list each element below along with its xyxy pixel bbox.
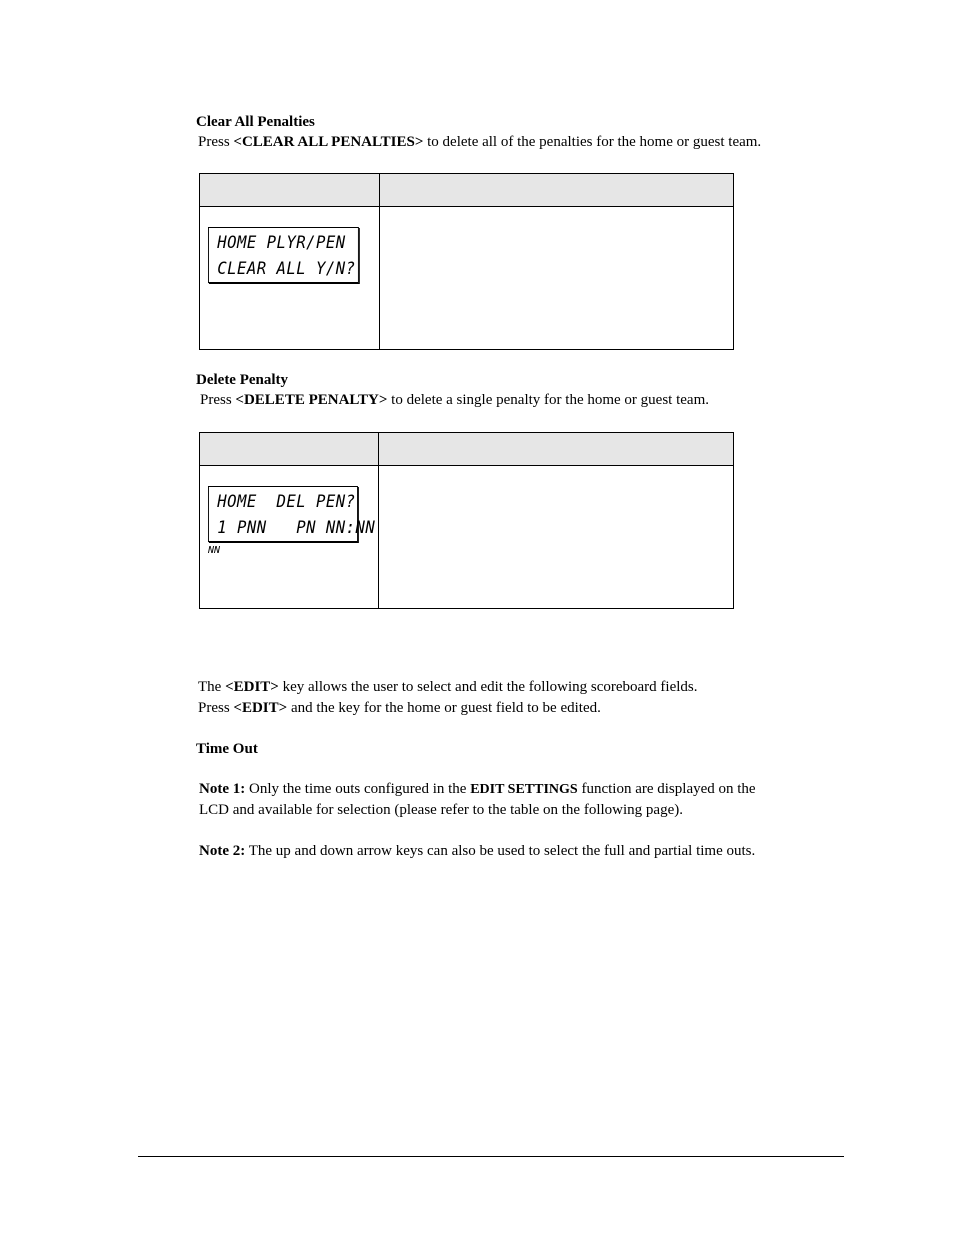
lcd-line-1: HOME DEL PEN? — [217, 492, 356, 512]
edit-settings-label: EDIT SETTINGS — [470, 782, 578, 797]
edit-line2-suffix: and the key for the home or guest field to be edited. — [287, 700, 601, 716]
footer-rule — [138, 1156, 844, 1157]
note-1-line-1 — [199, 779, 756, 800]
table-header-cell — [200, 433, 379, 466]
edit-key: <EDIT> — [233, 700, 288, 716]
description-cell — [380, 207, 734, 350]
edit-line1-prefix: The — [198, 679, 226, 695]
note-1-text-b: function are displayed on the — [577, 781, 756, 797]
clear-all-description — [198, 132, 761, 153]
lcd-display-delete-penalty — [208, 486, 376, 542]
note-2 — [199, 841, 755, 862]
note-1-text-a: Only the time outs configured in the — [245, 781, 471, 797]
lcd-line-2: CLEAR ALL Y/N? — [217, 259, 356, 279]
note-1-line-2: LCD and available for selection (please refer to the table on the following page). — [199, 802, 683, 818]
edit-description-line-1 — [198, 677, 698, 698]
delete-penalty-text-suffix: to delete a single penalty for the home or guest team. — [387, 392, 709, 408]
note-2-text: The up and down arrow keys can also be used to select the full and partial time outs. — [245, 843, 756, 859]
lcd-line-1: HOME PLYR/PEN — [217, 233, 346, 253]
delete-penalty-text-prefix: Press — [200, 392, 236, 408]
section-heading-time-out: Time Out — [196, 741, 258, 757]
edit-key: <EDIT> — [225, 679, 279, 695]
description-cell — [379, 466, 734, 609]
table-header-cell — [379, 433, 734, 466]
edit-description-line-2 — [198, 698, 601, 719]
delete-penalty-key: <DELETE PENALTY> — [235, 392, 388, 408]
clear-all-text-prefix: Press — [198, 134, 234, 150]
lcd-subscript-label: NN — [208, 545, 221, 556]
section-heading-delete-penalty: Delete Penalty — [196, 372, 289, 388]
delete-penalty-description — [200, 390, 709, 411]
note-1-label: Note 1: — [199, 781, 246, 797]
note-2-label: Note 2: — [199, 843, 246, 859]
table-header-cell — [380, 174, 734, 207]
table-header-cell — [200, 174, 380, 207]
section-heading-clear-all: Clear All Penalties — [196, 114, 315, 130]
lcd-display-clear-all — [208, 227, 359, 283]
clear-all-key: <CLEAR ALL PENALTIES> — [233, 134, 424, 150]
edit-line2-prefix: Press — [198, 700, 234, 716]
edit-line1-suffix: key allows the user to select and edit the following scoreboard fields. — [278, 679, 698, 695]
lcd-line-2: 1 PNN PN NN:NN — [217, 518, 376, 538]
clear-all-text-suffix: to delete all of the penalties for the home or guest team. — [423, 134, 762, 150]
